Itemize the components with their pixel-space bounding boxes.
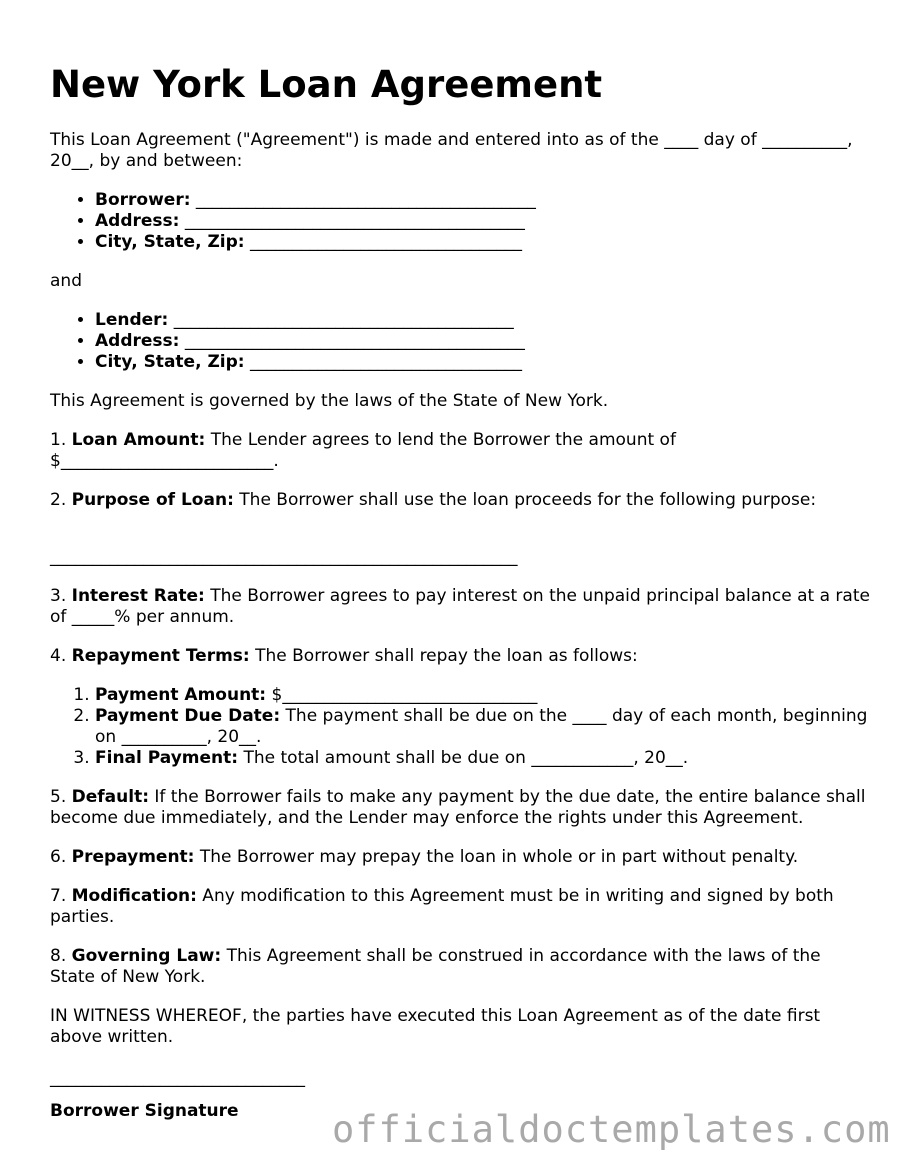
field-label: Address: <box>95 331 180 351</box>
lender-name-field <box>95 310 870 331</box>
field-blank: ________________________________________ <box>190 190 536 210</box>
section-modification <box>50 886 870 928</box>
borrower-name-field <box>95 190 870 211</box>
section-default <box>50 787 870 829</box>
section-text: The Borrower agrees to pay interest on the unpaid principal balance at a rate of _____% per annum. <box>50 586 870 627</box>
lender-details-list <box>50 310 870 373</box>
section-text: The Borrower may prepay the loan in whole or in part without penalty. <box>194 847 799 867</box>
field-blank: ________________________________________ <box>179 211 525 231</box>
section-number: 1. <box>50 430 72 450</box>
borrower-signature-line: ______________________________ <box>50 1068 305 1088</box>
item-title: Final Payment: <box>95 748 239 768</box>
section-text: If the Borrower fails to make any payment by the due date, the entire balance shall become due immediately, and the Lender may enforce the rights under this Agreement. <box>50 787 866 828</box>
item-text: The total amount shall be due on ____________, 20__. <box>238 748 689 768</box>
governed-by-paragraph: This Agreement is governed by the laws of the State of New York. <box>50 391 609 411</box>
item-title: Payment Amount: <box>95 685 267 705</box>
section-number: 3. <box>50 586 72 606</box>
field-blank: ________________________________ <box>244 232 522 252</box>
intro-paragraph: This Loan Agreement ("Agreement") is made and entered into as of the ____ day of __________, 20__, by and between: <box>50 130 853 171</box>
field-blank: ________________________________________ <box>168 310 514 330</box>
document-title: New York Loan Agreement <box>50 63 603 106</box>
section-title: Governing Law: <box>71 946 222 966</box>
item-text: $______________________________ <box>266 685 538 705</box>
borrower-city-state-zip-field <box>95 232 870 253</box>
section-loan-amount <box>50 430 870 472</box>
section-title: Purpose of Loan: <box>71 490 234 510</box>
payment-due-date-item <box>95 706 870 748</box>
lender-address-field <box>95 331 870 352</box>
field-label: Lender: <box>95 310 169 330</box>
lender-city-state-zip-field <box>95 352 870 373</box>
section-title: Modification: <box>71 886 197 906</box>
payment-amount-item <box>95 685 870 706</box>
and-text: and <box>50 271 82 291</box>
section-text: This Agreement shall be construed in accordance with the laws of the State of New York. <box>50 946 821 987</box>
section-number: 6. <box>50 847 72 867</box>
section-text: The Borrower shall use the loan proceeds for the following purpose: <box>233 490 817 510</box>
document-page <box>50 62 870 1122</box>
section-text: The Borrower shall repay the loan as follows: <box>249 646 638 666</box>
field-blank: ________________________________________ <box>179 331 525 351</box>
item-text: The payment shall be due on the ____ day of each month, beginning on __________, 20__. <box>95 706 868 747</box>
borrower-details-list <box>50 190 870 253</box>
section-interest-rate <box>50 586 870 628</box>
section-number: 4. <box>50 646 72 666</box>
section-title: Loan Amount: <box>71 430 206 450</box>
section-governing-law <box>50 946 870 988</box>
item-title: Payment Due Date: <box>95 706 281 726</box>
section-title: Prepayment: <box>71 847 195 867</box>
final-payment-item <box>95 748 870 769</box>
field-label: Address: <box>95 211 180 231</box>
watermark: officialdoctemplates.com <box>332 1108 891 1151</box>
section-title: Default: <box>71 787 149 807</box>
section-number: 7. <box>50 886 72 906</box>
section-title: Interest Rate: <box>71 586 205 606</box>
section-number: 2. <box>50 490 72 510</box>
section-purpose-of-loan <box>50 490 870 511</box>
field-label: Borrower: <box>95 190 191 210</box>
field-label: City, State, Zip: <box>95 232 245 252</box>
section-number: 5. <box>50 787 72 807</box>
section-title: Repayment Terms: <box>71 646 250 666</box>
section-text: The Lender agrees to lend the Borrower the amount of $_________________________. <box>50 430 676 471</box>
borrower-signature-label: Borrower Signature <box>50 1101 239 1121</box>
field-label: City, State, Zip: <box>95 352 245 372</box>
section-text: Any modification to this Agreement must be in writing and signed by both parties. <box>50 886 834 927</box>
section-number: 8. <box>50 946 72 966</box>
purpose-blank-line: _______________________________________________________ <box>50 547 518 567</box>
repayment-terms-list <box>50 685 870 769</box>
borrower-address-field <box>95 211 870 232</box>
witness-paragraph: IN WITNESS WHEREOF, the parties have executed this Loan Agreement as of the date first above written. <box>50 1006 821 1047</box>
section-prepayment <box>50 847 870 868</box>
field-blank: ________________________________ <box>244 352 522 372</box>
section-repayment-terms <box>50 646 870 667</box>
